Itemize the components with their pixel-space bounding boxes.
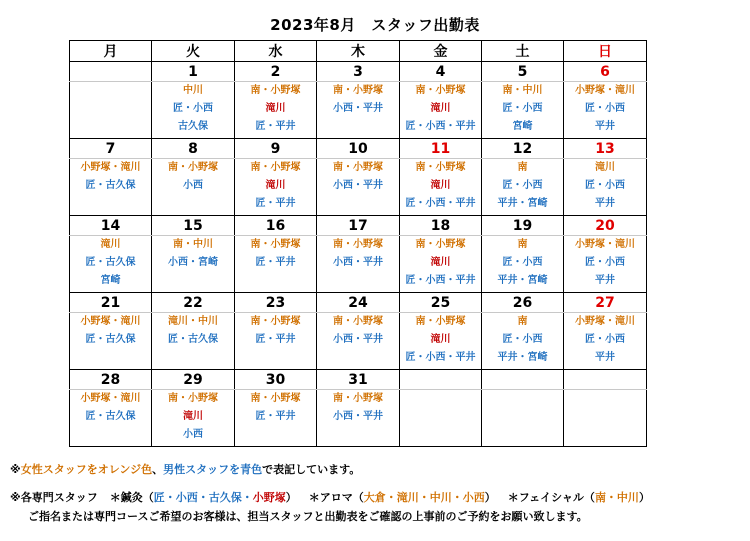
staff-line: 南・小野塚 (168, 162, 218, 173)
staff-line: 平井・宮崎 (497, 198, 548, 209)
acupuncture-staff-female: 小野塚 (252, 491, 286, 504)
day-staff-cell (400, 82, 482, 139)
date-number: 18 (400, 216, 482, 236)
date-number: 2 (235, 62, 317, 82)
day-staff-cell (482, 82, 564, 139)
day-staff-cell (564, 390, 647, 447)
staff-line: 匠・平井 (255, 121, 296, 132)
date-number: 6 (564, 62, 647, 82)
specialist-heading: ※各専門スタッフ (10, 491, 98, 504)
date-number: 22 (152, 293, 235, 313)
day-staff-cell (317, 390, 400, 447)
staff-line: 匠・小西・平井 (405, 121, 476, 132)
staff-line: 滝川 (430, 180, 451, 191)
staff-line: 滝川 (265, 103, 286, 114)
date-number: 25 (400, 293, 482, 313)
staff-line: 中川 (183, 85, 203, 96)
staff-line: 匠・平井 (255, 411, 296, 422)
staff-line: 南 (517, 239, 528, 250)
date-number (564, 370, 647, 390)
day-staff-cell (235, 390, 317, 447)
staff-line: 小西・平井 (333, 103, 383, 114)
staff-line: 匠・小西・平井 (405, 198, 476, 209)
day-staff-cell (482, 313, 564, 370)
staff-row (70, 390, 647, 447)
staff-line: 小西・平井 (333, 180, 383, 191)
staff-line: 滝川 (430, 103, 451, 114)
weekday-header-row (70, 41, 647, 62)
staff-line: 滝川 (100, 239, 121, 250)
staff-line: 小野塚・滝川 (575, 85, 635, 96)
date-number: 21 (70, 293, 152, 313)
staff-line: 南 (517, 316, 528, 327)
aroma-label: ＊アロマ（ (308, 491, 364, 504)
day-staff-cell (317, 159, 400, 216)
female-color-note: 女性スタッフをオレンジ色 (20, 463, 153, 476)
reservation-note: ご指名または専門コースご希望のお客様は、担当スタッフと出勤表をご確認の上事前のご予約をお願い致します。 (28, 510, 588, 523)
date-number (400, 370, 482, 390)
staff-line: 南・小野塚 (168, 393, 218, 404)
date-number: 13 (564, 139, 647, 159)
staff-line: 匠・小西 (502, 180, 543, 191)
staff-line: 匠・古久保 (168, 334, 218, 345)
day-staff-cell (564, 236, 647, 293)
date-number: 24 (317, 293, 400, 313)
staff-line: 小西・平井 (333, 411, 383, 422)
staff-line: 小西・平井 (333, 257, 383, 268)
staff-line: 南・中川 (173, 239, 213, 250)
staff-line: 南 (517, 162, 528, 173)
staff-row (70, 159, 647, 216)
date-number: 29 (152, 370, 235, 390)
weekday-header: 土 (482, 41, 564, 62)
date-number: 14 (70, 216, 152, 236)
staff-row (70, 82, 647, 139)
staff-line: 匠・平井 (255, 198, 296, 209)
staff-row (70, 236, 647, 293)
date-number: 30 (235, 370, 317, 390)
facial-staff: 南・中川 (594, 491, 639, 504)
staff-line: 平井 (595, 121, 615, 132)
staff-line: 滝川 (595, 162, 615, 173)
aroma-close: ） (484, 491, 496, 504)
date-number: 1 (152, 62, 235, 82)
staff-line: 平井・宮崎 (497, 352, 548, 363)
male-color-note: 男性スタッフを青色 (163, 463, 263, 476)
staff-line: 匠・小西 (173, 103, 213, 114)
weekday-header-sunday: 日 (564, 41, 647, 62)
date-number-row (70, 370, 647, 390)
staff-line: 南・小野塚 (250, 85, 301, 96)
note-suffix: で表記しています。 (262, 463, 361, 476)
day-staff-cell (400, 159, 482, 216)
date-number: 3 (317, 62, 400, 82)
day-staff-cell (235, 82, 317, 139)
acupuncture-close: ） (285, 491, 297, 504)
day-staff-cell (152, 313, 235, 370)
acupuncture-label: ＊鍼灸（ (109, 491, 154, 504)
weekday-header: 月 (70, 41, 152, 62)
day-staff-cell (482, 159, 564, 216)
staff-line: 匠・小西 (585, 180, 625, 191)
staff-line: 小西 (183, 180, 203, 191)
staff-line: 小西 (183, 429, 203, 440)
staff-schedule-calendar (69, 40, 647, 447)
weekday-header: 水 (235, 41, 317, 62)
note-separator: 、 (152, 463, 164, 476)
staff-line: 匠・小西 (502, 103, 543, 114)
note-mark: ※ (10, 463, 21, 476)
staff-line: 小野塚・滝川 (80, 316, 141, 327)
day-staff-cell (400, 390, 482, 447)
staff-line: 匠・小西 (502, 334, 543, 345)
staff-line: 平井 (595, 275, 615, 286)
date-number: 26 (482, 293, 564, 313)
weekday-header: 木 (317, 41, 400, 62)
staff-line: 小野塚・滝川 (80, 162, 141, 173)
day-staff-cell (564, 159, 647, 216)
staff-line: 小野塚・滝川 (575, 239, 635, 250)
staff-line: 匠・古久保 (85, 180, 136, 191)
day-staff-cell (317, 313, 400, 370)
acupuncture-staff: 匠・小西・古久保・ (153, 491, 253, 504)
date-number: 20 (564, 216, 647, 236)
staff-line: 南・小野塚 (333, 316, 383, 327)
day-staff-cell (235, 159, 317, 216)
staff-line: 南・中川 (502, 85, 543, 96)
day-staff-cell (317, 82, 400, 139)
staff-line: 平井 (595, 352, 615, 363)
staff-line: 南・小野塚 (250, 393, 301, 404)
date-number: 8 (152, 139, 235, 159)
date-number-row (70, 293, 647, 313)
staff-line: 南・小野塚 (415, 162, 466, 173)
date-number: 11 (400, 139, 482, 159)
staff-line: 南・小野塚 (333, 162, 383, 173)
weekday-header: 金 (400, 41, 482, 62)
day-staff-cell (70, 390, 152, 447)
staff-line: 滝川 (183, 411, 203, 422)
date-number: 4 (400, 62, 482, 82)
facial-label: ＊フェイシャル（ (507, 491, 595, 504)
date-number: 7 (70, 139, 152, 159)
staff-line: 匠・小西 (585, 334, 625, 345)
day-staff-cell (152, 82, 235, 139)
staff-line: 小西・宮崎 (168, 257, 218, 268)
staff-line: 南・小野塚 (415, 239, 466, 250)
day-staff-cell (152, 159, 235, 216)
day-staff-cell (70, 236, 152, 293)
date-number: 17 (317, 216, 400, 236)
date-number: 28 (70, 370, 152, 390)
staff-line: 匠・小西 (585, 257, 625, 268)
staff-line: 小西・平井 (333, 334, 383, 345)
staff-line: 南・小野塚 (333, 85, 383, 96)
staff-line: 宮崎 (512, 121, 533, 132)
staff-line: 平井・宮崎 (497, 275, 548, 286)
staff-line: 南・小野塚 (333, 239, 383, 250)
aroma-staff: 大倉・滝川・中川・小西 (363, 491, 485, 504)
staff-line: 小野塚・滝川 (575, 316, 635, 327)
staff-line: 匠・小西 (585, 103, 625, 114)
staff-row (70, 313, 647, 370)
page-title: 2023年8月 スタッフ出勤表 (270, 16, 480, 34)
staff-line: 匠・小西・平井 (405, 275, 476, 286)
staff-line: 滝川・中川 (168, 316, 218, 327)
day-staff-cell (317, 236, 400, 293)
facial-close: ） (638, 491, 650, 504)
day-staff-cell (70, 82, 152, 139)
staff-line: 南・小野塚 (250, 239, 301, 250)
staff-line: 匠・小西・平井 (405, 352, 476, 363)
day-staff-cell (482, 236, 564, 293)
date-number: 15 (152, 216, 235, 236)
date-number: 31 (317, 370, 400, 390)
staff-line: 南・小野塚 (415, 316, 466, 327)
staff-line: 南・小野塚 (333, 393, 383, 404)
date-number (70, 62, 152, 82)
staff-line: 平井 (595, 198, 615, 209)
date-number: 5 (482, 62, 564, 82)
day-staff-cell (235, 236, 317, 293)
date-number: 23 (235, 293, 317, 313)
staff-line: 匠・平井 (255, 257, 296, 268)
day-staff-cell (235, 313, 317, 370)
specialist-staff-note (10, 489, 650, 505)
day-staff-cell (70, 313, 152, 370)
staff-line: 匠・平井 (255, 334, 296, 345)
staff-line: 宮崎 (100, 275, 121, 286)
date-number: 9 (235, 139, 317, 159)
staff-line: 古久保 (178, 121, 208, 132)
day-staff-cell (70, 159, 152, 216)
staff-line: 匠・古久保 (85, 257, 136, 268)
day-staff-cell (564, 313, 647, 370)
date-number: 27 (564, 293, 647, 313)
staff-line: 匠・古久保 (85, 411, 136, 422)
weekday-header: 火 (152, 41, 235, 62)
color-legend-note (10, 461, 360, 477)
staff-line: 南・小野塚 (250, 316, 301, 327)
staff-line: 南・小野塚 (415, 85, 466, 96)
staff-line: 匠・古久保 (85, 334, 136, 345)
date-number: 12 (482, 139, 564, 159)
staff-line: 小野塚・滝川 (80, 393, 141, 404)
date-number-row (70, 62, 647, 82)
day-staff-cell (400, 236, 482, 293)
day-staff-cell (400, 313, 482, 370)
day-staff-cell (482, 390, 564, 447)
staff-line: 滝川 (430, 257, 451, 268)
day-staff-cell (152, 236, 235, 293)
day-staff-cell (152, 390, 235, 447)
staff-line: 匠・小西 (502, 257, 543, 268)
staff-line: 滝川 (430, 334, 451, 345)
date-number: 16 (235, 216, 317, 236)
staff-line: 滝川 (265, 180, 286, 191)
date-number: 19 (482, 216, 564, 236)
day-staff-cell (564, 82, 647, 139)
date-number-row (70, 216, 647, 236)
date-number: 10 (317, 139, 400, 159)
date-number-row (70, 139, 647, 159)
date-number (482, 370, 564, 390)
staff-line: 南・小野塚 (250, 162, 301, 173)
